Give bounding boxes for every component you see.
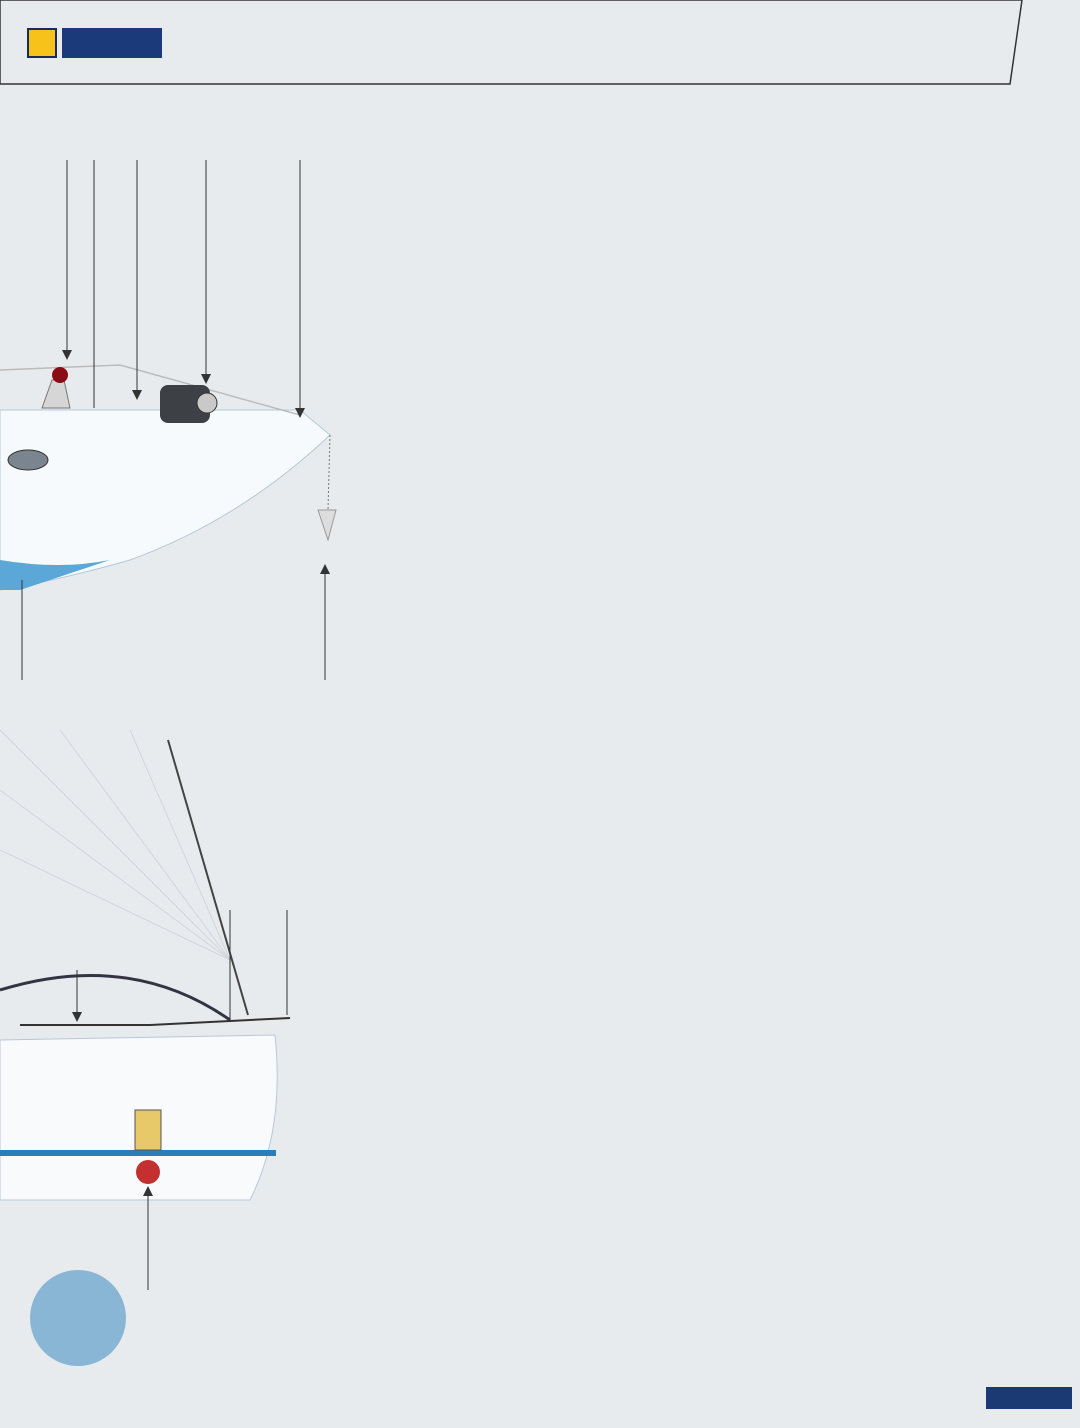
stern-thruster-prop [136,1160,160,1184]
page-number [986,1387,1072,1409]
upper-vent-top [52,367,68,383]
mast-antenna [168,740,248,1015]
header-background [0,0,1080,86]
upper-winch-drum [197,393,217,413]
upper-vent [42,380,70,408]
upper-porthole [8,450,48,470]
lower-boat-rail [0,975,230,1020]
page-header [0,0,1080,86]
vetus-logo-mark [27,28,57,58]
upper-boat-hull [0,410,330,590]
stern-thruster [135,1110,161,1150]
anchor-shape [318,510,336,540]
lower-boat-stripe [0,1150,276,1156]
boat-illustration [0,90,440,1310]
lower-boat-deck [20,1018,290,1025]
light-rays [0,730,230,960]
vetus-logo-word [62,28,162,58]
